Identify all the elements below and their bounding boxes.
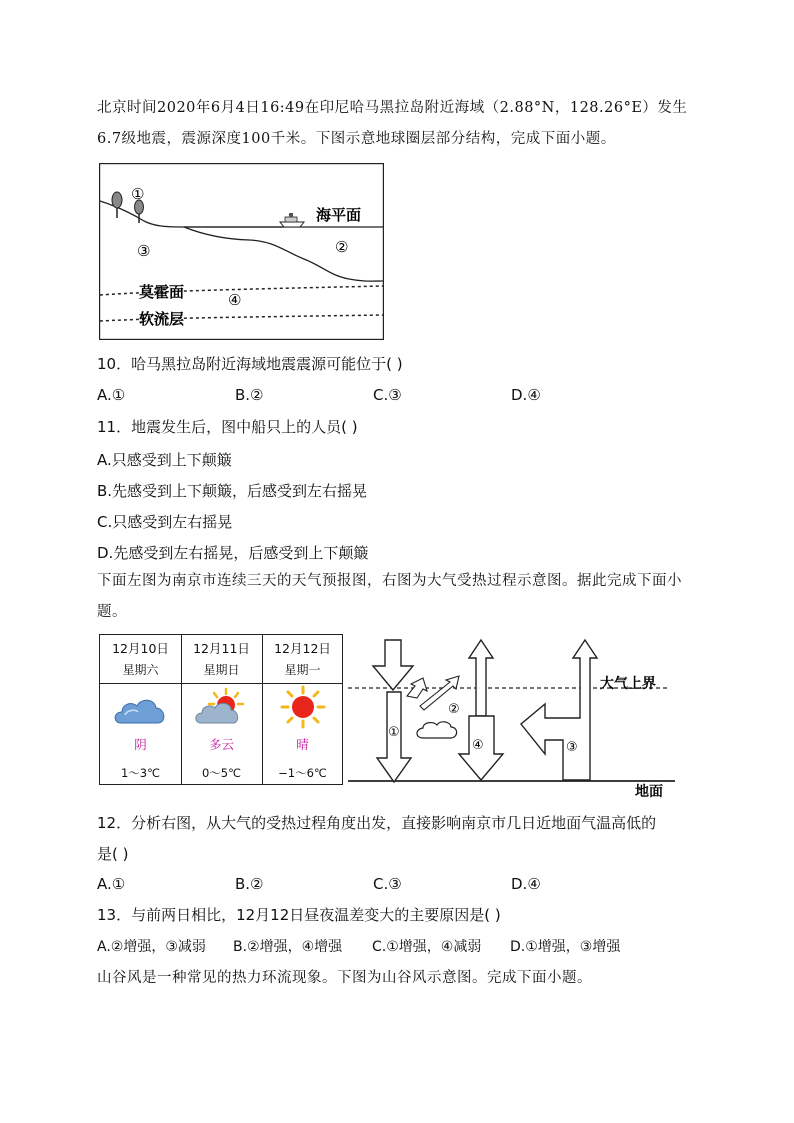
forecast-temp: 0～5℃ <box>201 766 242 780</box>
sun-icon <box>278 685 328 729</box>
forecast-temp: −1～6℃ <box>278 766 327 780</box>
arrow-4-atmospheric-counter-radiation <box>459 640 503 780</box>
marker-3: ③ <box>566 740 578 755</box>
marker-2: ② <box>448 702 460 717</box>
q13-option-a[interactable]: A.②增强，③减弱 <box>97 939 206 955</box>
earth-layers-figure <box>99 163 384 340</box>
forecast-date: 12月10日 <box>112 641 169 656</box>
q11-option-a[interactable]: A.只感受到上下颠簸 <box>97 451 232 469</box>
ship-icon <box>280 213 304 227</box>
forecast-day-2 <box>181 635 262 784</box>
marker-2: ② <box>335 238 349 256</box>
cloud-icon <box>113 693 169 727</box>
q11-stem: 11．地震发生后，图中船只上的人员( ) <box>97 418 358 436</box>
forecast-temp: 1～3℃ <box>120 766 161 780</box>
forecast-date: 12月12日 <box>274 641 331 656</box>
forecast-condition: 晴 <box>296 737 309 752</box>
moho-label: 莫霍面 <box>139 283 185 301</box>
top-of-atmosphere-label: 大气上界 <box>600 676 656 692</box>
q13-option-d[interactable]: D.①增强，③增强 <box>510 939 621 955</box>
arrow-3-ground-radiation <box>521 640 597 780</box>
q11-option-d[interactable]: D.先感受到左右摇晃，后感受到上下颠簸 <box>97 544 369 562</box>
marker-4: ④ <box>228 291 242 309</box>
partly-cloudy-icon <box>194 687 250 727</box>
marker-4: ④ <box>472 738 484 753</box>
arrow-incoming-solar <box>373 640 413 690</box>
forecast-condition: 多云 <box>208 737 234 752</box>
q12-option-a[interactable]: A.① <box>97 875 126 893</box>
q10-option-a[interactable]: A.① <box>97 386 126 404</box>
q11-option-c[interactable]: C.只感受到左右摇晃 <box>97 513 233 531</box>
forecast-condition: 阴 <box>134 737 147 752</box>
q12-option-b[interactable]: B.② <box>235 875 264 893</box>
sea-level-label: 海平面 <box>316 206 362 224</box>
q12-option-c[interactable]: C.③ <box>373 875 402 893</box>
marker-1: ① <box>388 725 400 740</box>
forecast-weekday: 星期六 <box>122 663 159 677</box>
q12-stem-line1: 12．分析右图，从大气的受热过程角度出发，直接影响南京市几日近地面气温高低的 <box>97 814 657 832</box>
ground-label: 地面 <box>635 784 663 800</box>
q13-option-b[interactable]: B.②增强，④增强 <box>233 939 343 955</box>
q13-option-c[interactable]: C.①增强，④减弱 <box>372 939 482 955</box>
q10-option-d[interactable]: D.④ <box>511 386 541 404</box>
q12-stem-line2: 是( ) <box>97 845 129 863</box>
weather-forecast-table <box>99 634 343 785</box>
cloud-shape <box>417 722 457 738</box>
intro-earthquake: 北京时间2020年6月4日16:49在印尼哈马黑拉岛附近海域（2.88°N，128.26°E）发生6.7级地震，震源深度100千米。下图示意地球圈层部分结构，完成下面小题。 <box>97 100 688 147</box>
q13-stem: 13．与前两日相比，12月12日昼夜温差变大的主要原因是( ) <box>97 906 501 924</box>
q12-option-d[interactable]: D.④ <box>511 875 541 893</box>
forecast-date: 12月11日 <box>193 641 250 656</box>
atmosphere-heating-figure <box>345 636 685 800</box>
asthenosphere-label: 软流层 <box>139 310 185 328</box>
q10-option-b[interactable]: B.② <box>235 386 264 404</box>
intro-valley-wind: 山谷风是一种常见的热力环流现象。下图为山谷风示意图。完成下面小题。 <box>97 970 592 986</box>
forecast-day-1 <box>100 635 181 784</box>
forecast-day-3 <box>262 635 343 784</box>
forecast-weekday: 星期一 <box>284 663 321 677</box>
q11-option-b[interactable]: B.先感受到上下颠簸，后感受到左右摇晃 <box>97 482 368 500</box>
forecast-weekday: 星期日 <box>203 663 240 677</box>
q10-option-c[interactable]: C.③ <box>373 386 402 404</box>
q10-stem: 10．哈马黑拉岛附近海域地震震源可能位于( ) <box>97 355 403 373</box>
marker-1: ① <box>131 185 145 203</box>
marker-3: ③ <box>137 242 151 260</box>
intro-weather: 下面左图为南京市连续三天的天气预报图，右图为大气受热过程示意图。据此完成下面小题。 <box>97 573 682 620</box>
